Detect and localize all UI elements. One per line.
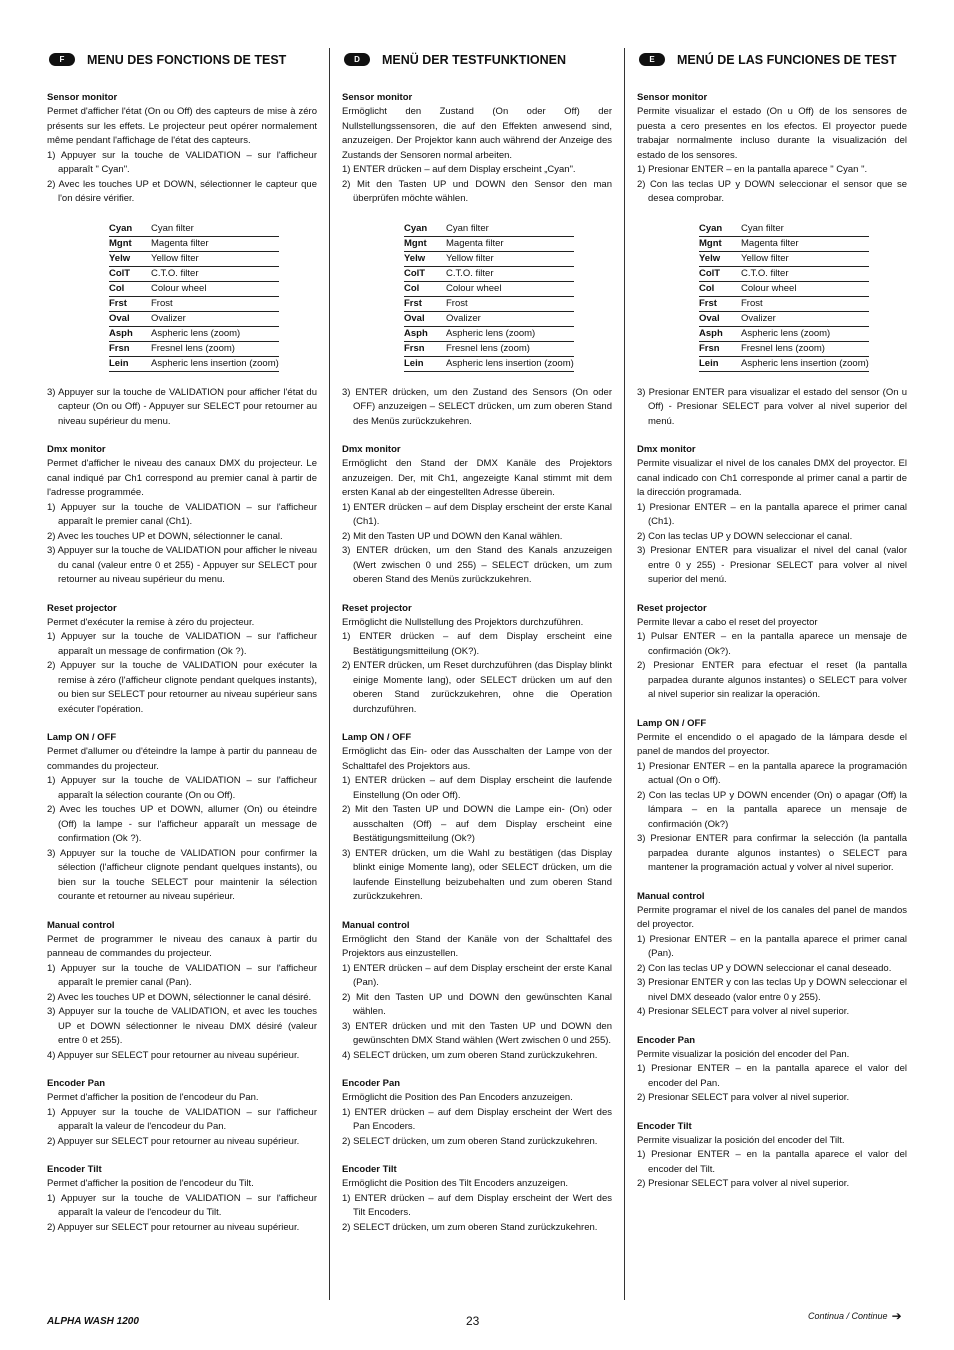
sensor-code: Asph	[109, 326, 151, 341]
sensor-code: Cyan	[699, 222, 741, 237]
table-row	[404, 266, 574, 281]
section-title: Encoder Pan	[342, 1078, 401, 1089]
section-title: Dmx monitor	[637, 444, 696, 455]
section-lamp-on-off	[47, 731, 317, 905]
sensor-desc: Magenta filter	[151, 236, 279, 251]
section-title: Reset projector	[637, 602, 707, 614]
step: 1) Appuyer sur la touche de VALIDATION – sur l'afficheur apparaît le premier canal (Pan).	[47, 962, 317, 988]
step: 3) ENTER drücken, um den Stand des Kanals anzuzeigen (Wert zwischen 0 und 255) – SELECT drücken, um zum oberen Stand des Menüs zurückzukehren.	[342, 545, 612, 585]
step: 1) Presionar ENTER – en la pantalla aparece el primer canal (Pan).	[637, 933, 907, 959]
section-encoder-tilt	[47, 1163, 317, 1235]
sensor-code: Cyan	[404, 222, 446, 237]
step: 3) Presionar ENTER para confirmar la selección (la pantalla parpadea durante algunos instantes) o SELECT para mantener la programación actual y volver al nivel superior.	[637, 833, 907, 873]
table-row	[699, 251, 869, 266]
step: 2) Con las teclas UP y DOWN seleccionar el sensor que se desea comprobar.	[637, 178, 907, 204]
sensor-code: Lein	[699, 356, 741, 371]
sensor-desc: Aspheric lens insertion (zoom)	[151, 356, 279, 371]
step: 2) Presionar SELECT para volver al nivel superior.	[637, 1092, 850, 1103]
sensor-code: Frst	[404, 296, 446, 311]
step: 1) ENTER drücken – auf dem Display erscheint der erste Kanal (Ch1).	[342, 501, 612, 527]
section-title: Encoder Pan	[47, 1078, 106, 1089]
section-title: Encoder Pan	[637, 1034, 696, 1046]
step: 3) ENTER drücken, um die Wahl zu bestätigen (das Display blinkt einige Momente lang), oder SELECT drücken, um die laufende Einstellung beizubehalten und zum oberen Stand zurückzukehren.	[342, 847, 612, 902]
sensor-code: Lein	[109, 356, 151, 371]
step: 1) Presionar ENTER – en la pantalla aparece el primer canal (Ch1).	[637, 501, 907, 527]
table-row	[404, 311, 574, 326]
section-title: Manual control	[342, 919, 410, 931]
table-row	[699, 356, 869, 371]
section-title: Reset projector	[47, 602, 117, 614]
section-encoder-pan	[637, 1034, 907, 1106]
sensor-desc: Aspheric lens (zoom)	[446, 326, 574, 341]
table-row	[109, 341, 279, 356]
section-sensor-after	[637, 386, 907, 430]
section-encoder-pan	[342, 1077, 612, 1149]
sensor-code: ColT	[699, 266, 741, 281]
sensor-desc: Cyan filter	[151, 222, 279, 237]
section-sensor-after	[47, 386, 317, 430]
sensor-desc: Frost	[151, 296, 279, 311]
sensor-desc: Yellow filter	[446, 251, 574, 266]
sensor-code: Mgnt	[109, 236, 151, 251]
sensor-desc: C.T.O. filter	[446, 266, 574, 281]
column-header	[639, 50, 907, 70]
sensor-code: Frst	[699, 296, 741, 311]
section-encoder-tilt	[342, 1163, 612, 1235]
step: 2) Con las teclas UP y DOWN seleccionar el canal deseado.	[637, 962, 892, 974]
table-row	[699, 281, 869, 296]
table-row	[109, 281, 279, 296]
section-manual-control	[637, 890, 907, 1020]
step: 1) Presionar ENTER – en la pantalla aparece el valor del encoder del Tilt.	[637, 1149, 907, 1175]
sensor-code: Yelw	[699, 251, 741, 266]
step: 2) Avec les touches UP et DOWN, sélectionner le capteur que l'on désire vérifier.	[47, 178, 317, 204]
language-badge: D	[344, 53, 370, 66]
step: 4) Appuyer sur SELECT pour retourner au niveau supérieur.	[47, 1049, 300, 1061]
step: 3) Presionar ENTER para visualizar el nivel del canal (valor entre 0 y 255) - Presionar SELECT para volver al nivel superior del menú.	[637, 545, 907, 585]
section-intro: Ermöglicht die Position des Pan Encoders anzuzeigen.	[342, 1092, 573, 1103]
section-title: Lamp ON / OFF	[47, 732, 117, 743]
table-row	[699, 311, 869, 326]
sensor-desc: Frost	[741, 296, 869, 311]
section-intro: Ermöglicht die Nullstellung des Projektors durchzuführen.	[342, 616, 584, 628]
table-row	[699, 341, 869, 356]
step: 1) Presionar ENTER – en la pantalla aparece el valor del encoder del Pan.	[637, 1063, 907, 1089]
section-sensor-monitor	[637, 91, 907, 207]
sensor-desc: Aspheric lens (zoom)	[741, 326, 869, 341]
step: 2) ENTER drücken, um Reset durchzuführen (das Display blinkt einige Momente lang), oder SELECT drücken um auf den oberen Stand zurückzukehren, ohne die Operation durchzuführen.	[342, 660, 612, 715]
table-row	[404, 356, 574, 371]
sensor-code: Asph	[404, 326, 446, 341]
step: 2) Appuyer sur SELECT pour retourner au niveau supérieur.	[47, 1135, 300, 1147]
table-row	[404, 341, 574, 356]
step: 3) ENTER drücken und mit den Tasten UP und DOWN den gewünschten DMX Stand wählen (Wert zwischen 0 und 255).	[342, 1020, 612, 1046]
step: 2) Avec les touches UP et DOWN, sélectionner le canal désiré.	[47, 991, 312, 1003]
section-title: Reset projector	[342, 602, 412, 614]
step: 1) Appuyer sur la touche de VALIDATION – sur l'afficheur apparaît le premier canal (Ch1).	[47, 501, 317, 527]
step: 1) ENTER drücken – auf dem Display erscheint eine Bestätigungsmitteilung (OK?).	[342, 631, 612, 657]
sensor-desc: Fresnel lens (zoom)	[446, 341, 574, 356]
section-intro: Permet d'afficher l'état (On ou Off) des capteurs de mise à zéro présents sur les effets. Le projecteur peut opérer normalement même pendant l'affichage de l'état des capteurs.	[47, 106, 317, 146]
section-intro: Permite visualizar el estado (On u Off) de los sensores de puesta a cero presentes en los efectos. El proyector puede trabajar normalmente incluso durante la visualización del estado de los sensores.	[637, 106, 907, 161]
sensor-desc: Magenta filter	[741, 236, 869, 251]
step: 4) SELECT drücken, um zum oberen Stand zurückzukehren.	[342, 1049, 598, 1061]
sensor-desc: Ovalizer	[446, 311, 574, 326]
step: 1) Appuyer sur la touche de VALIDATION – sur l'afficheur apparaît la valeur de l'encodeur du Tilt.	[47, 1192, 317, 1218]
sensor-code: Frsn	[699, 341, 741, 356]
section-intro: Permet d'allumer ou d'éteindre la lampe à partir du panneau de commandes du projecteur.	[47, 746, 317, 772]
section-manual-control	[47, 919, 317, 1064]
sensor-code: Asph	[699, 326, 741, 341]
section-manual-control	[342, 919, 612, 1064]
sensor-desc: Fresnel lens (zoom)	[741, 341, 869, 356]
step: 3) Appuyer sur la touche de VALIDATION pour confirmer la sélection (l'afficheur clignote pendant quelques instants), ou bien sur la touche SELECT pour maintenir la sélection courante et retourner au niveau supérieur.	[47, 847, 317, 902]
sensor-desc: Frost	[446, 296, 574, 311]
section-title: Manual control	[637, 890, 705, 902]
table-row	[404, 236, 574, 251]
table-row	[109, 326, 279, 341]
page-number: 23	[466, 1314, 480, 1328]
section-intro: Permet d'afficher la position de l'encodeur du Tilt.	[47, 1178, 254, 1189]
sensor-desc: Aspheric lens (zoom)	[151, 326, 279, 341]
sensor-desc: Aspheric lens insertion (zoom)	[741, 356, 869, 371]
section-lamp-on-off	[637, 717, 907, 876]
sensor-desc: Fresnel lens (zoom)	[151, 341, 279, 356]
section-intro: Permet d'exécuter la remise à zéro du projecteur.	[47, 616, 255, 628]
table-row	[109, 266, 279, 281]
section-title: Encoder Tilt	[47, 1164, 102, 1175]
sensor-desc: C.T.O. filter	[151, 266, 279, 281]
language-badge: F	[49, 53, 75, 66]
section-title: Manual control	[47, 919, 115, 931]
step: 2) Con las teclas UP y DOWN encender (On) o apagar (Off) la lámpara – en la pantalla aparece un mensaje de confirmación (Ok?)	[637, 789, 907, 830]
column-de	[342, 50, 612, 1235]
section-lamp-on-off	[342, 731, 612, 905]
step: 3) ENTER drücken, um den Zustand des Sensors (On oder OFF) anzuzeigen – SELECT drücken, um zum oberen Stand des Menüs zurückzukehren.	[342, 386, 612, 427]
step: 2) Mit den Tasten UP und DOWN den gewünschten Kanal wählen.	[342, 991, 612, 1017]
step: 2) Con las teclas UP y DOWN seleccionar el canal.	[637, 530, 853, 542]
sensor-code: Yelw	[404, 251, 446, 266]
sensor-table	[109, 222, 279, 372]
column-title: MENU DES FONCTIONS DE TEST	[87, 53, 287, 67]
step: 2) Appuyer sur SELECT pour retourner au niveau supérieur.	[47, 1221, 300, 1233]
section-sensor-monitor	[47, 91, 317, 207]
section-reset-projector	[342, 602, 612, 718]
section-title: Sensor monitor	[637, 92, 708, 103]
column-divider	[624, 48, 625, 1300]
section-intro: Ermöglicht das Ein- oder das Ausschalten der Lampe von der Schalttafel des Projektors aus.	[342, 746, 612, 772]
step: 3) Appuyer sur la touche de VALIDATION pour afficher l'état du capteur (On ou Off) - Appuyer sur SELECT pour retourner au niveau supérieur du menu.	[47, 386, 317, 427]
section-intro: Permet de programmer le niveau des canaux à partir du panneau de commandes du projecteur.	[47, 933, 317, 959]
step: 3) Appuyer sur la touche de VALIDATION, et avec les touches UP et DOWN sélectionner le niveau DMX désiré (valeur entre 0 et 255).	[47, 1006, 317, 1046]
table-row	[109, 311, 279, 326]
table-row	[699, 236, 869, 251]
sensor-desc: Colour wheel	[741, 281, 869, 296]
table-row	[404, 281, 574, 296]
section-title: Sensor monitor	[47, 92, 118, 103]
step: 3) Appuyer sur la touche de VALIDATION pour afficher le niveau du canal (valeur entre 0 et 255) - Appuyer sur SELECT pour retourner au niveau supérieur du menu.	[47, 545, 317, 585]
step: 2) Mit den Tasten UP und DOWN den Sensor den man überprüfen möchte wählen.	[342, 178, 612, 204]
step: 1) Presionar ENTER – en la pantalla aparece " Cyan ".	[637, 164, 868, 175]
table-row	[404, 222, 574, 237]
table-row	[109, 222, 279, 237]
table-row	[109, 236, 279, 251]
table-row	[699, 266, 869, 281]
step: 1) Appuyer sur la touche de VALIDATION – sur l'afficheur apparaît la valeur de l'encodeur du Pan.	[47, 1106, 317, 1132]
column-header	[49, 50, 317, 70]
table-row	[109, 251, 279, 266]
table-row	[699, 222, 869, 237]
step: 3) Presionar ENTER y con las teclas Up y DOWN seleccionar el nivel DMX deseado (valor entre 0 y 255).	[637, 977, 907, 1003]
section-intro: Permite programar el nivel de los canales del panel de mandos del proyector.	[637, 904, 907, 930]
sensor-desc: Ovalizer	[151, 311, 279, 326]
section-dmx-monitor	[342, 443, 612, 588]
step: 2) Avec les touches UP et DOWN, allumer (On) ou éteindre (Off) la lampe - sur l'afficheur apparaît un message de confirmation (Ok ?).	[47, 804, 317, 844]
section-reset-projector	[637, 602, 907, 703]
sensor-desc: Aspheric lens insertion (zoom)	[446, 356, 574, 371]
sensor-table	[404, 222, 574, 372]
sensor-code: Oval	[404, 311, 446, 326]
sensor-desc: Yellow filter	[151, 251, 279, 266]
section-title: Encoder Tilt	[342, 1164, 397, 1175]
sensor-desc: Cyan filter	[741, 222, 869, 237]
section-sensor-after	[342, 386, 612, 430]
step: 2) SELECT drücken, um zum oberen Stand zurückzukehren.	[342, 1135, 598, 1147]
sensor-desc: Colour wheel	[151, 281, 279, 296]
sensor-code: Oval	[699, 311, 741, 326]
continue-label: Continua / Continue	[808, 1311, 888, 1321]
sensor-desc: Yellow filter	[741, 251, 869, 266]
language-badge: E	[639, 53, 665, 66]
sensor-code: Yelw	[109, 251, 151, 266]
section-encoder-pan	[47, 1077, 317, 1149]
section-intro: Ermöglicht den Zustand (On oder Off) der Nullstellungssensoren, die auf den Effekten anwesend sind, anzuzeigen. Der Projektor kann auch während der Anzeige des Zustands der Sensoren normal arbeiten.	[342, 106, 612, 161]
table-row	[404, 251, 574, 266]
column-title: MENÜ DER TESTFUNKTIONEN	[382, 53, 567, 67]
sensor-code: Col	[404, 281, 446, 296]
section-intro: Permite el encendido o el apagado de la lámpara desde el panel de mandos del proyector.	[637, 731, 907, 757]
step: 1) Appuyer sur la touche de VALIDATION – sur l'afficheur apparaît un message de confirmation (Ok ?).	[47, 631, 317, 657]
step: 1) Pulsar ENTER – en la pantalla aparece un mensaje de confirmación (Ok?).	[637, 631, 907, 657]
column-es	[637, 50, 907, 1192]
step: 1) ENTER drücken – auf dem Display erscheint der erste Kanal (Pan).	[342, 962, 612, 988]
section-sensor-monitor	[342, 91, 612, 207]
sensor-code: Oval	[109, 311, 151, 326]
step: 1) ENTER drücken – auf dem Display erscheint die laufende Einstellung (On oder Off).	[342, 775, 612, 801]
section-title: Dmx monitor	[47, 444, 106, 455]
section-title: Dmx monitor	[342, 444, 401, 455]
sensor-table	[699, 222, 869, 372]
step: 2) Presionar SELECT para volver al nivel superior.	[637, 1178, 850, 1189]
sensor-code: ColT	[109, 266, 151, 281]
table-row	[699, 326, 869, 341]
section-intro: Ermöglicht den Stand der DMX Kanäle des Projektors anzuzeigen. Der, mit Ch1, angezeigte Kanal stimmt mit dem ersten Kanal ab der eingestellten Adresse überein.	[342, 458, 612, 498]
step: 1) Appuyer sur la touche de VALIDATION – sur l'afficheur apparaît " Cyan".	[47, 149, 317, 175]
table-row	[109, 356, 279, 371]
section-title: Sensor monitor	[342, 92, 413, 103]
sensor-desc: C.T.O. filter	[741, 266, 869, 281]
section-reset-projector	[47, 602, 317, 718]
sensor-code: ColT	[404, 266, 446, 281]
section-intro: Permite llevar a cabo el reset del proyector	[637, 616, 818, 628]
section-intro: Ermöglicht den Stand der Kanäle von der Schalttafel des Projektors aus einzustellen.	[342, 933, 612, 959]
sensor-code: Frsn	[404, 341, 446, 356]
section-intro: Permite visualizar el nivel de los canales DMX del proyector. El canal indicado con Ch1 corresponde al primer canal a partir de la dirección programada.	[637, 458, 907, 498]
column-header	[344, 50, 612, 70]
sensor-code: Lein	[404, 356, 446, 371]
step: 1) ENTER drücken – auf dem Display erscheint der Wert des Tilt Encoders.	[342, 1192, 612, 1218]
step: 1) ENTER drücken – auf dem Display erscheint der Wert des Pan Encoders.	[342, 1106, 612, 1132]
step: 2) SELECT drücken, um zum oberen Stand zurückzukehren.	[342, 1221, 598, 1233]
section-intro: Permet d'afficher la position de l'encodeur du Pan.	[47, 1092, 259, 1103]
sensor-code: Mgnt	[699, 236, 741, 251]
column-divider	[329, 48, 330, 1300]
sensor-code: Cyan	[109, 222, 151, 237]
table-row	[404, 326, 574, 341]
section-dmx-monitor	[47, 443, 317, 588]
arrow-right-icon: ➔	[891, 1309, 902, 1323]
sensor-code: Frst	[109, 296, 151, 311]
table-row	[404, 296, 574, 311]
step: 4) Presionar SELECT para volver al nivel superior.	[637, 1006, 850, 1017]
section-dmx-monitor	[637, 443, 907, 588]
section-intro: Ermöglicht die Position des Tilt Encoders anzuzeigen.	[342, 1178, 569, 1189]
step: 1) Presionar ENTER – en la pantalla aparece la programación actual (On o Off).	[637, 760, 907, 786]
sensor-code: Mgnt	[404, 236, 446, 251]
section-intro: Permite visualizar la posición del encoder del Tilt.	[637, 1134, 845, 1146]
table-row	[109, 296, 279, 311]
sensor-desc: Ovalizer	[741, 311, 869, 326]
column-title: MENÚ DE LAS FUNCIONES DE TEST	[677, 53, 897, 67]
section-title: Encoder Tilt	[637, 1120, 692, 1132]
step: 2) Appuyer sur la touche de VALIDATION pour exécuter la remise à zéro (l'afficheur clignote pendant quelques instants), ou bien sur SELECT pour retourner au niveau supérieur sans exécuter l'opération.	[47, 660, 317, 715]
continue-note	[808, 1309, 902, 1323]
section-title: Lamp ON / OFF	[342, 732, 412, 743]
step: 2) Mit den Tasten UP und DOWN den Kanal wählen.	[342, 530, 563, 542]
step: 1) Appuyer sur la touche de VALIDATION – sur l'afficheur apparaît la sélection courante (On ou Off).	[47, 775, 317, 801]
step: 1) ENTER drücken – auf dem Display erscheint „Cyan".	[342, 164, 576, 175]
sensor-desc: Magenta filter	[446, 236, 574, 251]
step: 2) Mit den Tasten UP und DOWN die Lampe ein- (On) oder ausschalten (Off) – auf dem Display erscheint eine Bestätigungsmitteilung (Ok?)	[342, 804, 612, 844]
table-row	[699, 296, 869, 311]
section-encoder-tilt	[637, 1120, 907, 1192]
step: 3) Presionar ENTER para visualizar el estado del sensor (On u Off) - Presionar SELECT para volver al nivel superior del menú.	[637, 386, 907, 427]
step: 2) Presionar ENTER para efectuar el reset (la pantalla parpadea durante algunos instantes) o SELECT para volver al nivel superior sin realizar la operación.	[637, 660, 907, 700]
sensor-desc: Cyan filter	[446, 222, 574, 237]
column-fr	[47, 50, 317, 1235]
sensor-code: Col	[109, 281, 151, 296]
section-intro: Permet d'afficher le niveau des canaux DMX du projecteur. Le canal indiqué par Ch1 correspond au premier canal à partir de l'adresse programmée.	[47, 458, 317, 498]
sensor-code: Frsn	[109, 341, 151, 356]
step: 2) Avec les touches UP et DOWN, sélectionner le canal.	[47, 530, 283, 542]
section-intro: Permite visualizar la posición del encoder del Pan.	[637, 1048, 850, 1060]
product-name: ALPHA WASH 1200	[47, 1316, 139, 1327]
sensor-code: Col	[699, 281, 741, 296]
sensor-desc: Colour wheel	[446, 281, 574, 296]
section-title: Lamp ON / OFF	[637, 717, 707, 729]
